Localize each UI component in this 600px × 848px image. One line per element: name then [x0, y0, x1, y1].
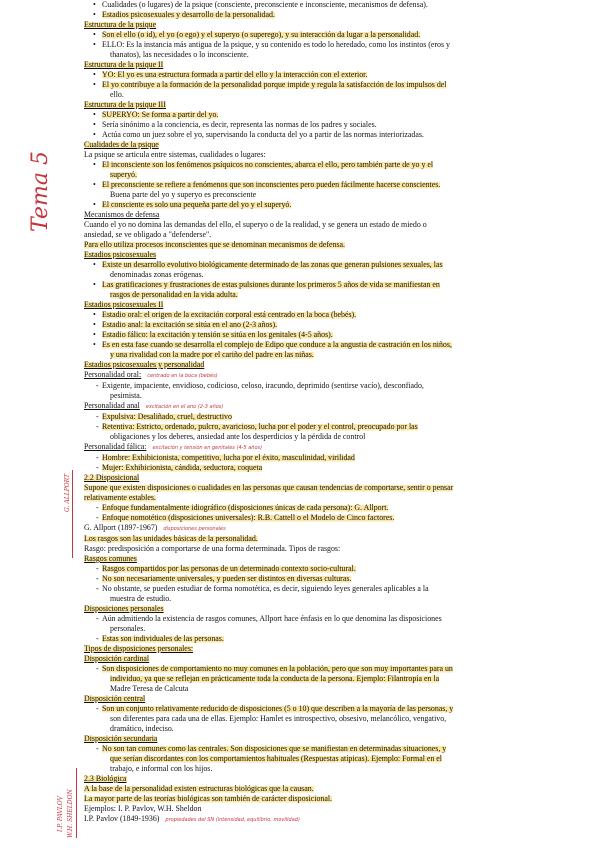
dash-item — [84, 412, 590, 422]
continuation-line — [84, 594, 590, 604]
line-text: Retentiva: Estricto, ordenado, pulcro, avaricioso, lucha por el poder y el control, preocupado por las — [102, 422, 418, 431]
bullet-item — [84, 260, 590, 270]
line-text: Para ello utiliza procesos inconscientes que se denominan mecanismos de defensa. — [84, 240, 345, 249]
line-text: trabajo, e informal con los hijos. — [110, 764, 213, 773]
section-heading — [84, 644, 590, 654]
bullet-item — [84, 180, 590, 190]
line-text: Exigente, impaciente, envidioso, codicioso, celoso, iracundo, deprimido (sentirse vacío), desconfiado, — [102, 381, 424, 390]
dash-item — [84, 513, 590, 523]
line-text: Estadios psicosexuales y personalidad — [84, 360, 205, 369]
section-heading — [84, 140, 590, 150]
handwritten-annotation: disposiciones personales — [163, 526, 226, 532]
line-text: dramático, indeciso. — [110, 724, 174, 733]
line-text: relativamente estables. — [84, 493, 156, 502]
continuation-line — [84, 684, 590, 694]
section-heading — [84, 442, 590, 453]
line-text: Mujer: Exhibicionista, cándida, seductora, coqueta — [102, 463, 263, 472]
line-text: Estadio oral: el origen de la excitación corporal está centrado en la boca (bebés). — [102, 310, 357, 319]
paragraph-line — [84, 794, 590, 804]
bullet-item — [84, 160, 590, 170]
continuation-line — [84, 714, 590, 724]
section-heading — [84, 210, 590, 220]
line-text: Rasgos compartidos por las personas de un determinado contexto socio-cultural. — [102, 564, 356, 573]
bullet-item — [84, 30, 590, 40]
section-heading — [84, 694, 590, 704]
line-text: Es en esta fase cuando se desarrolla el complejo de Edipo que conduce a la angustia de castración en los niños, — [102, 340, 452, 349]
continuation-line — [84, 90, 590, 100]
continuation-line — [84, 754, 590, 764]
dash-item — [84, 453, 590, 463]
dash-item — [84, 704, 590, 714]
continuation-line — [84, 674, 590, 684]
continuation-line — [84, 764, 590, 774]
dash-item — [84, 634, 590, 644]
line-text: 2.3 Biológica — [84, 774, 127, 783]
bullet-item — [84, 320, 590, 330]
section-heading — [84, 360, 590, 370]
line-text: obligaciones y los deberes, ansiedad ante los desperdicios y la pérdida de control — [110, 432, 366, 441]
line-text: Actúa como un juez sobre el yo, supervisando la conducta del yo a partir de las normas interiorizadas. — [102, 130, 424, 139]
line-text: No son necesariamente universales, y pueden ser distintos en diversas culturas. — [102, 574, 352, 583]
dash-item — [84, 614, 590, 624]
line-text: Enfoque nomotético (disposiciones universales): R.B. Cattell o el Modelo de Cinco factores. — [102, 513, 395, 522]
continuation-line — [84, 624, 590, 634]
handwritten-annotation: propiedades del SN (intensidad, equilibrio, movilidad) — [165, 817, 300, 823]
line-text: Estadios psicosexuales y desarrollo de la personalidad. — [102, 10, 275, 19]
line-text: El yo contribuye a la formación de la personalidad porque impide y regula la satisfacción de los impulsos del — [102, 80, 447, 89]
paragraph-line — [84, 804, 590, 814]
section-heading — [84, 20, 590, 30]
line-text: Estructura de la psique II — [84, 60, 164, 69]
line-text: denominadas zonas erógenas. — [110, 270, 204, 279]
line-text: 2.2 Disposicional — [84, 473, 140, 482]
line-text: La psique se articula entre sistemas, cualidades o lugares: — [84, 150, 266, 159]
dash-item — [84, 381, 590, 391]
line-text: son diferentes para cada una de ellas. Ejemplo: Hamlet es introspectivo, obsesivo, melancólico, vengativo, — [110, 714, 447, 723]
line-text: ansiedad, se ve obligado a "defenderse". — [84, 230, 212, 239]
line-text: y una rivalidad con la madre por el cariño del padre en las niñas. — [110, 350, 314, 359]
line-text: Personalidad fálica: — [84, 442, 147, 451]
line-text: Aún admitiendo la existencia de rasgos comunes, Allport hace énfasis en lo que denomina las disposiciones — [102, 614, 442, 623]
handwritten-annotation: excitación y tensión en genitales (4-5 años) — [152, 445, 263, 451]
bullet-item — [84, 310, 590, 320]
margin-note-tema: Tema 5 — [28, 151, 53, 232]
line-text: Disposición cardinal — [84, 654, 150, 663]
notes-content — [84, 0, 590, 825]
line-text: thanatos), las necesidades o lo inconsciente. — [110, 50, 249, 59]
line-text: individuo, ya que se reflejan en prácticamente toda la conducta de la persona. Ejemplo: Filantropía en la — [110, 674, 440, 683]
dash-item — [84, 584, 590, 594]
line-text: Expulsiva: Desaliñado, cruel, destructivo — [102, 412, 232, 421]
bullet-item — [84, 200, 590, 210]
section-heading — [84, 401, 590, 412]
line-text: Estructura de la psique — [84, 20, 157, 29]
continuation-line — [84, 270, 590, 280]
section-heading — [84, 370, 590, 381]
bullet-item — [84, 0, 590, 10]
line-text: Los rasgos son las unidades básicas de la personalidad. — [84, 534, 258, 543]
paragraph-line — [84, 544, 590, 554]
paragraph-line — [84, 814, 590, 825]
line-text: Son el ello (o id), el yo (o ego) y el superyo (o superego), y su interacción da lugar a la personalidad. — [102, 30, 421, 39]
line-text: Estadios psicosexuales II — [84, 300, 164, 309]
paragraph-line — [84, 240, 590, 250]
section-heading — [84, 473, 590, 483]
continuation-line — [84, 432, 590, 442]
line-text: SUPERYO: Se forma a partir del yo. — [102, 110, 219, 119]
bullet-item — [84, 80, 590, 90]
bullet-item — [84, 40, 590, 50]
line-text: Sería sinónimo a la conciencia, es decir, representa las normas de los padres y sociales. — [102, 120, 377, 129]
dash-item — [84, 564, 590, 574]
line-text: Disposición central — [84, 694, 146, 703]
line-text: Tipos de disposiciones personales: — [84, 644, 194, 653]
line-text: La mayor parte de las teorías biológicas son también de carácter disposicional. — [84, 794, 333, 803]
bullet-item — [84, 10, 590, 20]
line-text: Mecanismos de defensa — [84, 210, 160, 219]
dash-item — [84, 574, 590, 584]
continuation-line — [84, 391, 590, 401]
line-text: El preconsciente se refiere a fenómenos que son inconscientes pero pueden fácilmente hacerse conscientes. — [102, 180, 441, 189]
line-text: YO: El yo es una estructura formada a partir del ello y la interacción con el exterior. — [102, 70, 368, 79]
line-text: superyó. — [110, 170, 137, 179]
line-text: pesimista. — [110, 391, 142, 400]
section-heading — [84, 100, 590, 110]
line-text: El inconsciente son los fenómenos psíquicos no conscientes, abarca el ello, pero también parte de yo y el — [102, 160, 434, 169]
line-text: Estadios psicosexuales — [84, 250, 157, 259]
line-text: ello. — [110, 90, 124, 99]
line-text: Son un conjunto relativamente reducido de disposiciones (5 o 10) que describen a la mayoría de las personas, y — [102, 704, 454, 713]
section-heading — [84, 554, 590, 564]
continuation-line — [84, 190, 590, 200]
continuation-line — [84, 170, 590, 180]
line-text: Personalidad oral: — [84, 370, 142, 379]
line-text: No obstante, se pueden estudiar de forma nomotética, es decir, siguiendo leyes generales aplicables a la — [102, 584, 429, 593]
line-text: Ejemplos: I. P. Pavlov, W.H. Sheldon — [84, 804, 202, 813]
continuation-line — [84, 50, 590, 60]
section-heading — [84, 654, 590, 664]
line-text: Estructura de la psique III — [84, 100, 166, 109]
bullet-item — [84, 110, 590, 120]
bullet-item — [84, 120, 590, 130]
section-heading — [84, 60, 590, 70]
margin-note-pavlov: I.P. PAVLOV — [57, 796, 64, 832]
line-text: Son disposiciones de comportamiento no muy comunes en la población, pero que son muy importantes para un — [102, 664, 453, 673]
line-text: Madre Teresa de Calcuta — [110, 684, 189, 693]
paragraph-line — [84, 230, 590, 240]
margin-bracket-allport — [72, 470, 73, 558]
line-text: Buena parte del yo y superyo es preconsciente — [110, 190, 257, 199]
margin-note-sheldon: W.H. SHELDON — [67, 789, 74, 838]
section-heading — [84, 734, 590, 744]
dash-item — [84, 664, 590, 674]
line-text: Cuando el yo no domina las demandas del ello, el superyo o de la realidad, y se genera un estado de miedo o — [84, 220, 427, 229]
dash-item — [84, 744, 590, 754]
line-text: Estadio fálico: la excitación y tensión se sitúa en los genitales (4-5 años). — [102, 330, 333, 339]
line-text: El consciente es solo una pequeña parte del yo y el superyó. — [102, 200, 292, 209]
bullet-item — [84, 280, 590, 290]
line-text: Disposición secundaria — [84, 734, 158, 743]
paragraph-line — [84, 523, 590, 534]
line-text: Rasgo: predisposición a comportarse de una forma determinada. Tipos de rasgos: — [84, 544, 341, 553]
paragraph-line — [84, 220, 590, 230]
handwritten-annotation: centrado en la boca (bebés) — [147, 373, 218, 379]
handwritten-annotation: excitación en el ano (2-3 años) — [145, 404, 224, 410]
paragraph-line — [84, 534, 590, 544]
line-text: Cualidades de la psique — [84, 140, 159, 149]
paragraph-line — [84, 493, 590, 503]
line-text: A la base de la personalidad existen estructuras biológicas que la causan. — [84, 784, 314, 793]
line-text: Hombre: Exhibicionista, competitivo, lucha por el éxito, masculinidad, virilidad — [102, 453, 355, 462]
line-text: que serían discordantes con los comportamientos habituales (Respuestas atípicas). Ejemplo: Formal en el — [110, 754, 442, 763]
margin-bracket-biologica — [76, 768, 77, 838]
line-text: muestra de estudio. — [110, 594, 172, 603]
continuation-line — [84, 724, 590, 734]
line-text: Las gratificaciones y frustraciones de estas pulsiones durante los primeros 5 años de vida se manifiestan en — [102, 280, 440, 289]
line-text: I.P. Pavlov (1849-1936) — [84, 814, 160, 823]
line-text: Cualidades (o lugares) de la psique (consciente, preconsciente e inconsciente, mecanismos de defensa). — [102, 0, 428, 9]
dash-item — [84, 463, 590, 473]
line-text: Personalidad anal — [84, 401, 140, 410]
continuation-line — [84, 350, 590, 360]
bullet-item — [84, 340, 590, 350]
section-heading — [84, 774, 590, 784]
dash-item — [84, 503, 590, 513]
bullet-item — [84, 330, 590, 340]
section-heading — [84, 300, 590, 310]
continuation-line — [84, 290, 590, 300]
line-text: ELLO: Es la instancia más antigua de la psique, y su contenido es todo lo heredado, como los instintos (eros y — [102, 40, 450, 49]
line-text: rasgos de personalidad en la vida adulta. — [110, 290, 238, 299]
line-text: Rasgos comunes — [84, 554, 137, 563]
line-text: G. Allport (1897-1967) — [84, 523, 158, 532]
paragraph-line — [84, 483, 590, 493]
line-text: Disposiciones personales — [84, 604, 164, 613]
bullet-item — [84, 70, 590, 80]
section-heading — [84, 604, 590, 614]
line-text: personales. — [110, 624, 146, 633]
section-heading — [84, 250, 590, 260]
paragraph-line — [84, 784, 590, 794]
line-text: Existe un desarrollo evolutivo biológicamente determinado de las zonas que generan pulsiones sexuales, las — [102, 260, 443, 269]
margin-note-allport: G. ALLPORT — [64, 473, 71, 512]
line-text: No son tan comunes como las centrales. Son disposiciones que se manifiestan en determinadas situaciones, y — [102, 744, 447, 753]
dash-item — [84, 422, 590, 432]
line-text: Supone que existen disposiciones o cualidades en las personas que causan tendencias de comportarse, sentir o pensar — [84, 483, 454, 492]
bullet-item — [84, 130, 590, 140]
line-text: Estadio anal: la excitación se sitúa en el ano (2-3 años). — [102, 320, 278, 329]
line-text: Enfoque fundamentalmente idiográfico (disposiciones únicas de cada persona): G. Allport. — [102, 503, 389, 512]
paragraph-line — [84, 150, 590, 160]
line-text: Estas son individuales de las personas. — [102, 634, 224, 643]
